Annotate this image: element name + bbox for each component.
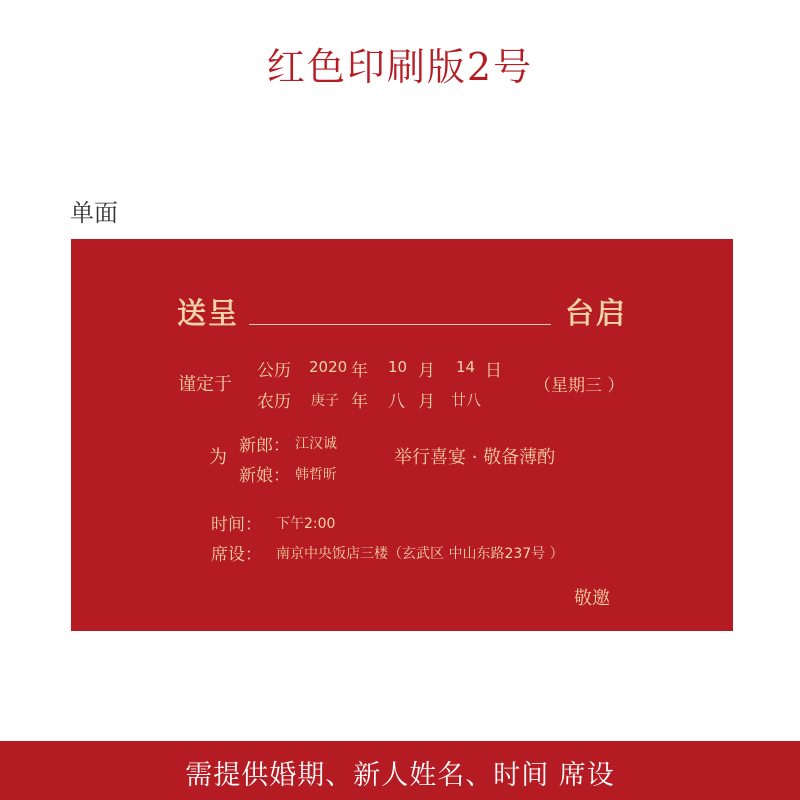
time-value: 下午2:00 [276, 516, 336, 532]
venue-value: 南京中央饭店三楼（玄武区 中山东路237号 ） [276, 546, 564, 562]
gregorian-label: 公历 [257, 361, 291, 381]
groom-label: 新郎： [239, 436, 290, 456]
weekday: （星期三 ） [534, 376, 625, 396]
footer-text: 需提供婚期、新人姓名、时间 席设 [185, 760, 615, 791]
event-text: 举行喜宴 · 敬备薄酌 [394, 447, 556, 468]
gregorian-year: 2020 [309, 358, 348, 376]
venue-label: 席设： [211, 545, 262, 565]
gregorian-year-unit: 年 [351, 361, 368, 381]
lunar-year-unit: 年 [351, 392, 368, 412]
page-title: 红色印刷版2号 [266, 45, 534, 89]
side-label: 单面 [70, 199, 118, 227]
time-label: 时间： [211, 515, 262, 535]
gregorian-day-unit: 日 [485, 361, 502, 381]
date-prefix: 谨定于 [178, 374, 232, 395]
for-label: 为 [209, 447, 227, 468]
to-label: 送呈 [177, 296, 240, 330]
invitation-card [71, 239, 733, 631]
gregorian-month: 10 [388, 358, 408, 376]
lunar-day: 廿八 [451, 391, 482, 409]
closing: 敬邀 [574, 588, 610, 609]
lunar-month: 八 [388, 392, 405, 412]
lunar-label: 农历 [257, 392, 291, 412]
gregorian-day: 14 [456, 358, 476, 376]
to-suffix: 台启 [565, 296, 628, 330]
lunar-year: 庚子 [311, 393, 339, 409]
groom-name: 江汉诚 [295, 436, 337, 452]
lunar-month-unit: 月 [418, 392, 435, 412]
recipient-line [249, 324, 551, 325]
bride-label: 新娘： [239, 466, 290, 486]
footer-bar [0, 741, 800, 800]
gregorian-month-unit: 月 [418, 361, 435, 381]
bride-name: 韩哲昕 [295, 467, 337, 483]
